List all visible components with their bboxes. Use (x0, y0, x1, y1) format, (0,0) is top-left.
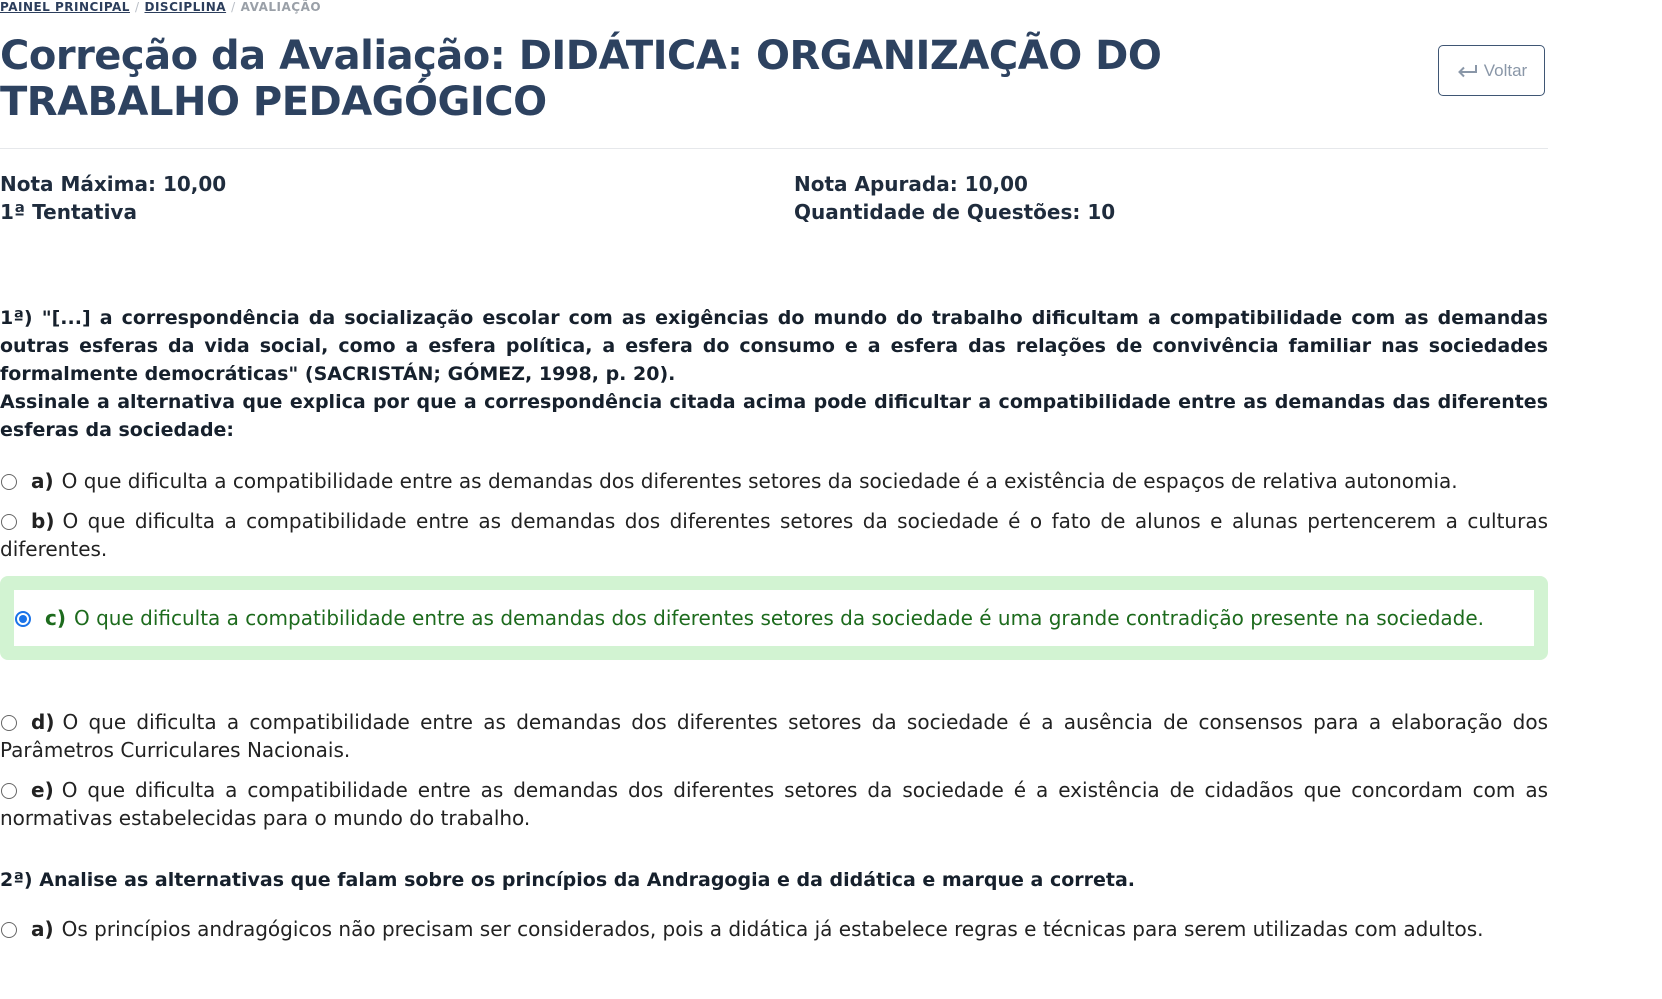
radio-button[interactable] (1, 715, 17, 731)
option-text: Os princípios andragógicos não precisam ser considerados, pois a didática já estabelece regras e técnicas para serem utilizadas com adultos. (61, 917, 1484, 941)
breadcrumb-separator: / (231, 0, 236, 14)
question-statement (0, 866, 1548, 894)
obtained-grade: Nota Apurada: 10,00 (794, 172, 1028, 196)
breadcrumb (0, 0, 321, 14)
max-grade: Nota Máxima: 10,00 (0, 172, 227, 196)
breadcrumb-current: AVALIAÇÃO (240, 0, 322, 14)
header-divider (0, 148, 1548, 149)
question-statement (0, 304, 1548, 444)
radio-button[interactable] (1, 514, 17, 530)
radio-button[interactable] (1, 474, 17, 490)
page-title: Correção da Avaliação: DIDÁTICA: ORGANIZAÇÃO DO TRABALHO PEDAGÓGICO (0, 33, 1162, 125)
option-letter: a) (31, 469, 54, 493)
question-1-option-d[interactable] (0, 708, 1548, 764)
attempt-number: 1ª Tentativa (0, 200, 137, 224)
option-text: O que dificulta a compatibilidade entre as demandas dos diferentes setores da sociedade é a ausência de consensos para a elaboração dos Parâmetros Curriculares Nacionais. (0, 710, 1548, 762)
question-1 (0, 304, 1548, 444)
option-letter: c) (45, 606, 66, 630)
radio-button[interactable] (1, 783, 17, 799)
option-text: O que dificulta a compatibilidade entre as demandas dos diferentes setores da sociedade é o fato de alunos e alunas pertencerem a culturas diferentes. (0, 509, 1548, 561)
question-1-option-b[interactable] (0, 507, 1548, 563)
option-letter: e) (31, 778, 54, 802)
breadcrumb-separator: / (134, 0, 140, 14)
question-2-option-a[interactable] (0, 915, 1548, 943)
summary-left (0, 170, 226, 226)
option-text: O que dificulta a compatibilidade entre as demandas dos diferentes setores da sociedade é a existência de cidadãos que concordam com as normativas estabelecidas para o mundo do trabalho. (0, 778, 1548, 830)
breadcrumb-course-link[interactable]: DISCIPLINA (144, 0, 227, 14)
option-text: O que dificulta a compatibilidade entre as demandas dos diferentes setores da sociedade é a existência de espaços de relativa autonomia. (61, 469, 1458, 493)
radio-button-selected[interactable] (15, 611, 31, 627)
breadcrumb-home-link[interactable]: PAINEL PRINCIPAL (0, 0, 130, 14)
option-letter: b) (31, 509, 55, 533)
question-1-option-a[interactable] (0, 467, 1548, 495)
question-text: 1ª) "[...] a correspondência da socialização escolar com as exigências do mundo do trabalho dificultam a compatibilidade com as demandas outras esferas da vida social, como a esfera política, a esfera do consumo e a esfera das relações de convivência familiar nas sociedades formalmente democráticas" (SACRISTÁN; GÓMEZ, 1998, p. 20). (0, 307, 1548, 385)
question-1-option-c-correct[interactable] (0, 576, 1548, 660)
back-button-label: Voltar (1483, 60, 1528, 80)
option-letter: d) (31, 710, 55, 734)
summary-right (794, 170, 1115, 226)
radio-button[interactable] (1, 922, 17, 938)
question-count: Quantidade de Questões: 10 (794, 200, 1116, 224)
return-arrow-icon (1456, 63, 1478, 79)
question-1-option-e[interactable] (0, 776, 1548, 832)
option-letter: a) (31, 917, 54, 941)
option-text: O que dificulta a compatibilidade entre as demandas dos diferentes setores da sociedade é uma grande contradição presente na sociedade. (74, 606, 1485, 630)
question-2 (0, 866, 1548, 894)
question-prompt: Assinale a alternativa que explica por que a correspondência citada acima pode dificultar a compatibilidade entre as demandas das diferentes esferas da sociedade: (0, 391, 1548, 441)
back-button[interactable] (1438, 45, 1545, 96)
question-text: 2ª) Analise as alternativas que falam sobre os princípios da Andragogia e da didática e marque a correta. (0, 869, 1136, 891)
